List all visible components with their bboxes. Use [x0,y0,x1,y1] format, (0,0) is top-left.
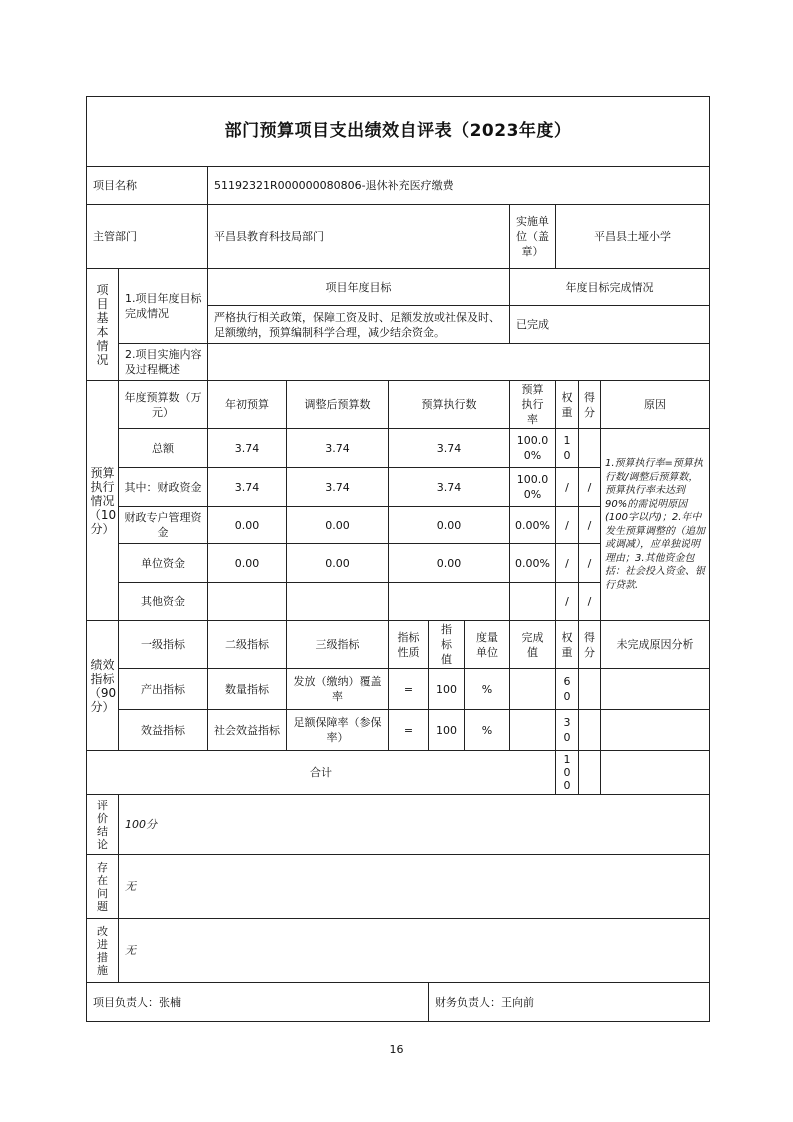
perf-row-level1: 产出指标 [119,669,208,710]
evaluation-label: 评价结论 [87,795,119,855]
perf-header-unit: 度量单位 [465,621,510,669]
perf-row-value: 100 [429,710,465,751]
budget-header-reason: 原因 [601,381,709,429]
budget-row-weight: / [556,468,579,507]
perf-row-weight: 60 [556,669,579,710]
budget-row-rate: 0.00% [510,544,556,583]
perf-row-unit: % [465,710,510,751]
budget-header-executed: 预算执行数 [389,381,510,429]
budget-row-adjusted [287,583,389,621]
perf-row-analysis [601,710,709,751]
perf-row-done [510,669,556,710]
perf-row-level3: 足额保障率（参保率） [287,710,389,751]
project-info-side-label: 项目基本情况 [87,269,119,381]
unit-value: 平昌县土垭小学 [556,205,709,269]
budget-header-item: 年度预算数（万元） [119,381,208,429]
performance-side-label: 绩效指标（90分） [87,621,119,751]
budget-row-score: / [579,583,601,621]
goal-header: 项目年度目标 [208,269,510,306]
budget-header-weight: 权重 [556,381,579,429]
project-name-label: 项目名称 [87,167,208,205]
perf-row-level1: 效益指标 [119,710,208,751]
perf-header-score: 得分 [579,621,601,669]
perf-header-level3: 三级指标 [287,621,389,669]
issues-value: 无 [119,855,709,919]
budget-row-executed: 3.74 [389,468,510,507]
completion-header: 年度目标完成情况 [510,269,709,306]
budget-row-weight: / [556,507,579,544]
page-number: 16 [389,1043,404,1056]
perf-header-done: 完成值 [510,621,556,669]
budget-row-adjusted: 3.74 [287,429,389,468]
budget-row-initial: 3.74 [208,468,287,507]
perf-row-score [579,669,601,710]
perf-row-done [510,710,556,751]
budget-row-name: 总额 [119,429,208,468]
budget-row-adjusted: 0.00 [287,544,389,583]
perf-header-level1: 一级指标 [119,621,208,669]
budget-row-name: 财政专户管理资金 [119,507,208,544]
budget-reason-note: 1.预算执行率=预算执行数/调整后预算数，预算执行率未达到90%的需说明原因(100字以内)；2.年中发生预算调整的（追加或调减），应单独说明理由；3.其他资金包括：社会投入资金、银行贷款. [601,429,709,621]
perf-row-nature: = [389,710,429,751]
budget-header-score: 得分 [579,381,601,429]
budget-row-rate [510,583,556,621]
budget-row-weight: / [556,583,579,621]
budget-row-rate: 100.00% [510,468,556,507]
implementation-row-text [208,344,709,381]
budget-row-rate: 100.00% [510,429,556,468]
budget-side-label: 预算执行情况（10分） [87,381,119,621]
perf-row-nature: = [389,669,429,710]
budget-header-rate: 预算执行率 [510,381,556,429]
perf-row-level2: 数量指标 [208,669,287,710]
perf-row-analysis [601,669,709,710]
implementation-row-label: 2.项目实施内容及过程概述 [119,344,208,381]
perf-row-value: 100 [429,669,465,710]
improve-label: 改进措施 [87,919,119,983]
budget-row-executed: 0.00 [389,544,510,583]
budget-row-score: / [579,544,601,583]
budget-row-rate: 0.00% [510,507,556,544]
perf-header-weight: 权重 [556,621,579,669]
budget-row-initial: 0.00 [208,507,287,544]
issues-label: 存在问题 [87,855,119,919]
budget-row-executed [389,583,510,621]
dept-label: 主管部门 [87,205,208,269]
budget-row-adjusted: 0.00 [287,507,389,544]
improve-value: 无 [119,919,709,983]
perf-row-weight: 30 [556,710,579,751]
project-lead: 项目负责人：张楠 [87,983,429,1021]
evaluation-value: 100分 [119,795,709,855]
budget-row-weight: 10 [556,429,579,468]
perf-row-level2: 社会效益指标 [208,710,287,751]
goal-text: 严格执行相关政策，保障工资及时、足额发放或社保及时、足额缴纳，预算编制科学合理，减少结余资金。 [208,306,510,344]
completion-text: 已完成 [510,306,709,344]
unit-label: 实施单位（盖章） [510,205,556,269]
project-name-value: 51192321R000000080806-退休补充医疗缴费 [208,167,709,205]
budget-row-initial: 0.00 [208,544,287,583]
total-analysis [601,751,709,795]
perf-row-level3: 发放（缴纳）覆盖率 [287,669,389,710]
perf-header-nature: 指标性质 [389,621,429,669]
total-label: 合计 [87,751,556,795]
budget-row-score: / [579,468,601,507]
form-title: 部门预算项目支出绩效自评表（2023年度） [87,97,709,167]
total-score [579,751,601,795]
perf-header-value: 指标值 [429,621,465,669]
perf-header-analysis: 未完成原因分析 [601,621,709,669]
dept-value: 平昌县教育科技局部门 [208,205,510,269]
total-weight: 100 [556,751,579,795]
budget-row-executed: 3.74 [389,429,510,468]
goal-row-label: 1.项目年度目标完成情况 [119,269,208,344]
budget-header-adjusted: 调整后预算数 [287,381,389,429]
budget-row-executed: 0.00 [389,507,510,544]
budget-row-adjusted: 3.74 [287,468,389,507]
perf-header-level2: 二级指标 [208,621,287,669]
budget-row-weight: / [556,544,579,583]
budget-row-name: 其他资金 [119,583,208,621]
self-evaluation-form [86,96,710,1022]
budget-header-initial: 年初预算 [208,381,287,429]
perf-row-unit: % [465,669,510,710]
perf-row-score [579,710,601,751]
budget-row-score [579,429,601,468]
budget-row-score: / [579,507,601,544]
budget-row-name: 其中：财政资金 [119,468,208,507]
budget-row-name: 单位资金 [119,544,208,583]
budget-row-initial: 3.74 [208,429,287,468]
finance-lead: 财务负责人：王向前 [435,995,534,1009]
budget-row-initial [208,583,287,621]
